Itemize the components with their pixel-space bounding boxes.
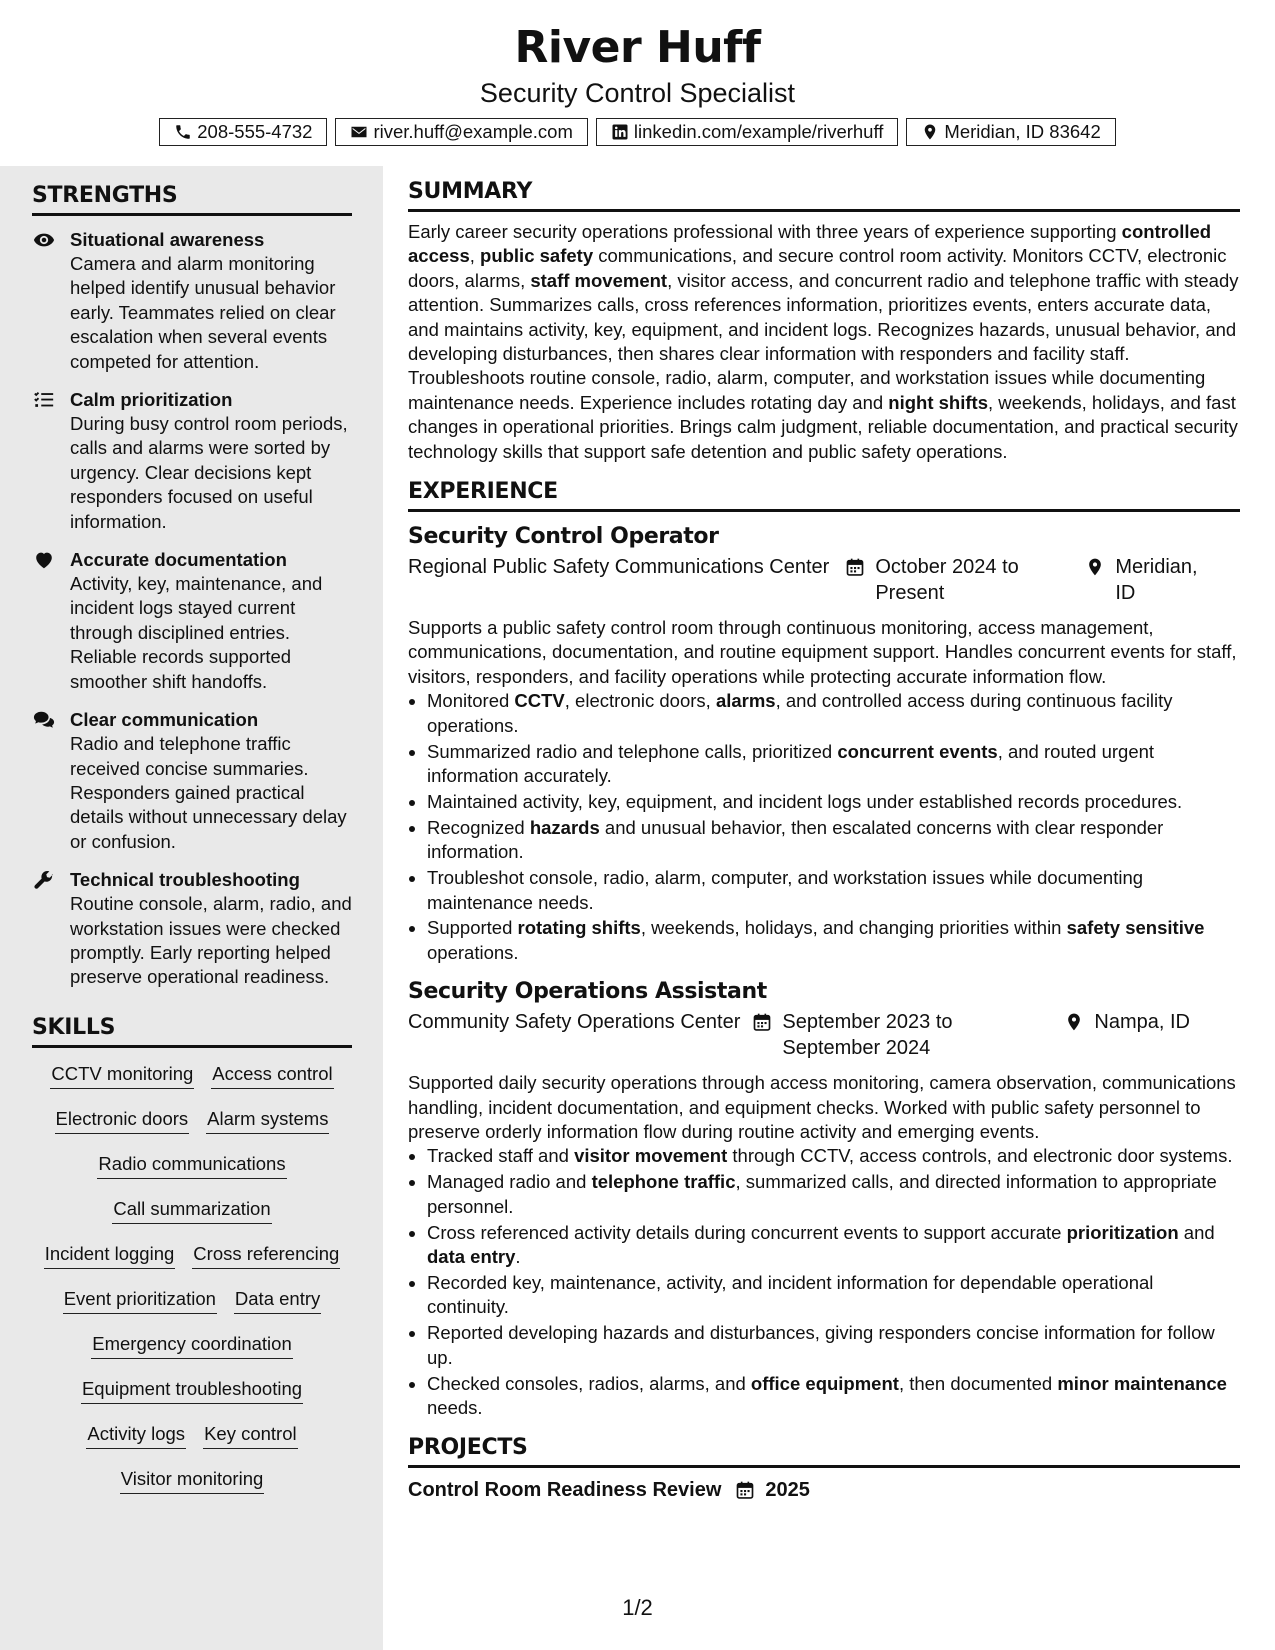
job-dates xyxy=(845,554,1071,606)
skill-row xyxy=(32,1377,352,1422)
job-summary: Supported daily security operations through access monitoring, camera observation, communications handling, incident documentation, and equipment checks. Worked with public safety personnel to preserve orderly information flow during routine activity and emerging events. xyxy=(408,1072,1236,1143)
skill-row xyxy=(32,1287,352,1332)
project-date: 2025 xyxy=(765,1479,810,1502)
contact-phone-text: 208-555-4732 xyxy=(197,121,313,142)
skill-tag: Call summarization xyxy=(112,1197,271,1224)
summary-heading: SUMMARY xyxy=(408,178,1240,212)
skill-row xyxy=(32,1107,352,1152)
project-title: Control Room Readiness Review xyxy=(408,1479,722,1502)
skill-tag: Radio communications xyxy=(97,1152,286,1179)
bullet-item xyxy=(427,1221,1240,1270)
text-run: operations. xyxy=(427,941,519,963)
bold-text: office equipment xyxy=(750,1372,899,1394)
text-run: , xyxy=(469,245,481,267)
bullet-item xyxy=(427,689,1240,738)
bullet-item xyxy=(427,816,1240,865)
contact-linkedin[interactable] xyxy=(596,118,899,146)
skill-tag: Emergency coordination xyxy=(91,1332,293,1359)
linkedin-icon xyxy=(611,123,629,141)
skills-heading: SKILLS xyxy=(32,1014,352,1048)
contact-email-text: river.huff@example.com xyxy=(373,121,573,142)
text-run: Maintained activity, key, equipment, and incident logs under established records procedures. xyxy=(427,790,1183,812)
strength-description: Activity, key, maintenance, and incident logs stayed current through disciplined entries. Reliable records supported smoother shift handoffs. xyxy=(70,573,323,692)
job-dates xyxy=(752,1009,1050,1061)
contact-email[interactable] xyxy=(335,118,587,146)
map-pin-icon xyxy=(921,123,939,141)
experience-heading: EXPERIENCE xyxy=(408,478,1240,512)
job-title: Security Control Operator xyxy=(408,524,719,550)
job-dates-text: September 2023 to September 2024 xyxy=(782,1011,953,1060)
strength-title: Accurate documentation xyxy=(70,549,287,571)
bold-text: visitor movement xyxy=(574,1145,728,1167)
text-run: , then documented xyxy=(898,1372,1058,1394)
text-run: Recognized xyxy=(427,816,530,838)
text-run: Checked consoles, radios, alarms, and xyxy=(427,1372,751,1394)
job-meta xyxy=(408,1009,1240,1061)
job-location xyxy=(1064,1009,1190,1061)
phone-icon xyxy=(174,123,192,141)
list-check-icon xyxy=(32,389,56,411)
strength-description: Camera and alarm monitoring helped identify unusual behavior early. Teammates relied on clear escalation when several events competed for attention. xyxy=(70,253,336,372)
text-run: Managed radio and xyxy=(427,1171,592,1193)
bold-text: CCTV xyxy=(514,690,565,712)
candidate-name: River Huff xyxy=(514,22,761,73)
text-run: Supported xyxy=(427,917,518,939)
strength-description: During busy control room periods, calls and alarms were sorted by urgency. Clear decisions kept responders focused on useful information. xyxy=(70,413,348,532)
skill-row xyxy=(32,1197,352,1242)
calendar-icon xyxy=(845,556,865,578)
calendar-icon xyxy=(735,1479,755,1501)
contact-linkedin-text: linkedin.com/example/riverhuff xyxy=(633,121,884,142)
text-run: , summarized calls, and directed information to appropriate personnel. xyxy=(427,1171,1217,1217)
text-run: Recorded key, maintenance, activity, and incident information for dependable operational continuity. xyxy=(427,1272,1154,1318)
skill-tag: CCTV monitoring xyxy=(50,1062,194,1089)
bold-text: controlled access xyxy=(408,221,1212,267)
bold-text: night shifts xyxy=(888,391,988,413)
text-run: needs. xyxy=(427,1397,483,1419)
strength-item xyxy=(32,388,352,534)
map-pin-icon xyxy=(1085,556,1105,578)
text-run: Cross referenced activity details during concurrent events to support accurate xyxy=(427,1221,1067,1243)
job-title: Security Operations Assistant xyxy=(408,979,767,1005)
skill-tag: Equipment troubleshooting xyxy=(81,1377,303,1404)
bold-text: concurrent events xyxy=(837,740,998,762)
strengths-heading: STRENGTHS xyxy=(32,182,352,216)
bullet-item xyxy=(427,1271,1240,1320)
skill-tag: Alarm systems xyxy=(206,1107,329,1134)
skill-row xyxy=(32,1332,352,1377)
job-meta xyxy=(408,554,1240,606)
job-dates-text: October 2024 to Present xyxy=(875,556,1019,605)
bold-text: public safety xyxy=(480,245,594,267)
job-organization: Regional Public Safety Communications Center xyxy=(408,556,830,579)
job-location-text: Meridian, ID xyxy=(1115,556,1198,605)
job-bullets xyxy=(408,689,1240,965)
text-run: Monitored xyxy=(427,690,515,712)
job-location xyxy=(1085,554,1213,606)
job-location-text: Nampa, ID xyxy=(1094,1011,1190,1034)
skills-list xyxy=(32,1062,352,1512)
job-entry xyxy=(408,977,1240,1420)
bold-text: minor maintenance xyxy=(1057,1372,1227,1394)
skill-row xyxy=(32,1062,352,1107)
strength-title: Technical troubleshooting xyxy=(70,869,300,891)
bullet-item xyxy=(427,1321,1240,1370)
envelope-icon xyxy=(350,123,368,141)
main-content xyxy=(408,178,1240,1504)
job-entry xyxy=(408,522,1240,965)
text-run: Tracked staff and xyxy=(427,1145,575,1167)
text-run: , weekends, holidays, and fast changes in operational priorities. Brings calm judgment, reliable documentation, and practical security technology skills that support safe detention and public safety operations. xyxy=(408,391,1238,462)
map-pin-icon xyxy=(1064,1011,1084,1033)
text-run: . xyxy=(515,1246,521,1268)
strength-item xyxy=(32,548,352,694)
skill-tag: Visitor monitoring xyxy=(120,1467,265,1494)
skill-tag: Event prioritization xyxy=(63,1287,217,1314)
bold-text: staff movement xyxy=(530,269,668,291)
text-run: through CCTV, access controls, and electronic door systems. xyxy=(727,1145,1233,1167)
eye-icon xyxy=(32,229,56,251)
sidebar xyxy=(0,166,383,1650)
text-run: , electronic doors, xyxy=(564,690,716,712)
skill-row xyxy=(32,1467,352,1512)
skill-tag: Electronic doors xyxy=(55,1107,190,1134)
text-run: Reported developing hazards and disturbances, giving responders concise information for follow up. xyxy=(427,1322,1215,1368)
project-entry xyxy=(408,1476,1240,1504)
strength-item xyxy=(32,708,352,854)
skill-row xyxy=(32,1422,352,1467)
strength-title: Calm prioritization xyxy=(70,389,233,411)
skill-tag: Data entry xyxy=(234,1287,321,1314)
strength-description: Routine console, alarm, radio, and workstation issues were checked promptly. Early reporting helped preserve operational readiness. xyxy=(70,893,352,988)
strength-description: Radio and telephone traffic received concise summaries. Responders gained practical details without unnecessary delay or confusion. xyxy=(70,733,347,852)
text-run: Early career security operations professional with three years of experience supporting xyxy=(408,221,1122,242)
skill-tag: Incident logging xyxy=(44,1242,176,1269)
bullet-item xyxy=(427,1170,1240,1219)
contact-bar xyxy=(0,118,1275,146)
resume-header xyxy=(0,0,1275,146)
skill-tag: Key control xyxy=(203,1422,298,1449)
skill-tag: Cross referencing xyxy=(192,1242,340,1269)
bold-text: hazards xyxy=(529,816,600,838)
job-summary: Supports a public safety control room through continuous monitoring, access management, communications, documentation, and routine equipment support. Handles concurrent events for staff, visitors, responders, and facility operations while protecting accurate information flow. xyxy=(408,617,1237,687)
bullet-item xyxy=(427,1144,1240,1168)
candidate-role: Security Control Specialist xyxy=(479,78,796,108)
bold-text: safety sensitive xyxy=(1066,917,1205,939)
strength-item xyxy=(32,868,352,990)
text-run: , and controlled access during continuous facility operations. xyxy=(427,690,1173,736)
text-run: , visitor access, and concurrent radio and telephone traffic with steady attention. Summarizes calls, cross references information, prioritizes events, enters accurate data, and maintains activity, key, equipment, and incident logs. Recognizes hazards, unusual behavior, and developing disturbances, then shares clear information with responders and facility staff. Troubleshoots routine console, radio, alarm, computer, and workstation issues while documenting maintenance needs. Experience includes rotating day and xyxy=(408,269,1239,413)
job-bullets xyxy=(408,1144,1240,1420)
bold-text: telephone traffic xyxy=(591,1171,736,1193)
text-run: and unusual behavior, then escalated concerns with clear responder information. xyxy=(427,816,1164,863)
bullet-item xyxy=(427,1372,1240,1421)
skill-row xyxy=(32,1242,352,1287)
chat-bubbles-icon xyxy=(32,709,56,731)
bold-text: alarms xyxy=(715,690,776,712)
calendar-icon xyxy=(752,1011,772,1033)
skill-tag: Access control xyxy=(211,1062,333,1089)
text-run: , and routed urgent information accurately. xyxy=(427,740,1155,786)
bold-text: prioritization xyxy=(1066,1221,1179,1243)
bullet-item xyxy=(427,916,1240,965)
bullet-item xyxy=(427,866,1240,915)
bold-text: rotating shifts xyxy=(517,917,641,939)
strength-title: Clear communication xyxy=(70,709,259,731)
bold-text: data entry xyxy=(427,1246,516,1268)
summary-text xyxy=(408,220,1240,464)
text-run: and xyxy=(1178,1221,1215,1243)
bullet-item xyxy=(427,790,1240,814)
job-organization: Community Safety Operations Center xyxy=(408,1011,741,1034)
skill-tag: Activity logs xyxy=(86,1422,186,1449)
heart-icon xyxy=(32,549,56,571)
text-run: , weekends, holidays, and changing priorities within xyxy=(640,917,1067,939)
bullet-item xyxy=(427,740,1240,789)
contact-phone[interactable] xyxy=(159,118,327,146)
wrench-icon xyxy=(32,869,56,891)
page-number: 1/2 xyxy=(622,1595,653,1620)
strengths-list xyxy=(32,228,352,990)
strength-title: Situational awareness xyxy=(70,229,265,250)
contact-location-text: Meridian, ID 83642 xyxy=(944,121,1101,142)
projects-heading: PROJECTS xyxy=(408,1434,1240,1468)
text-run: Troubleshot console, radio, alarm, computer, and workstation issues while documenting maintenance needs. xyxy=(427,867,1144,913)
text-run: communications, and secure control room activity. Monitors CCTV, electronic doors, alarms, xyxy=(408,245,1227,291)
skill-row xyxy=(32,1152,352,1197)
text-run: Summarized radio and telephone calls, prioritized xyxy=(427,740,838,762)
strength-item xyxy=(32,228,352,374)
contact-location[interactable] xyxy=(906,118,1115,146)
